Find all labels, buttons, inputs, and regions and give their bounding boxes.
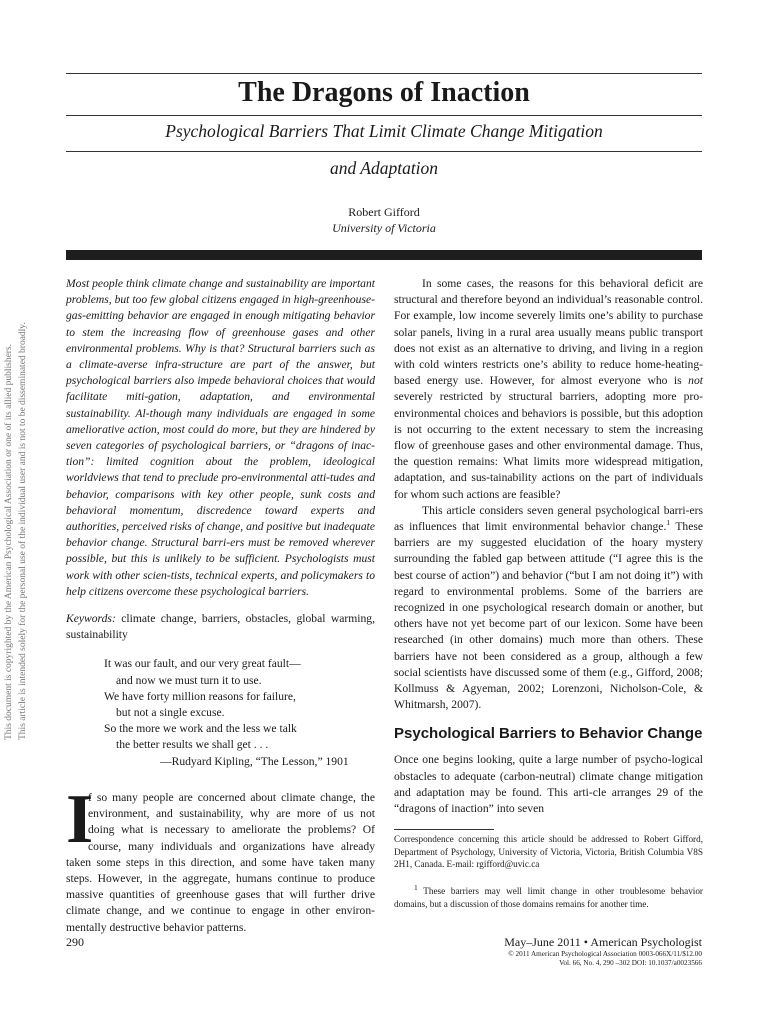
epigraph-line: and now we must turn it to use. [116,673,262,687]
right-column [394,276,703,817]
body-paragraph [394,503,703,714]
section-heading: Psychological Barriers to Behavior Change [394,725,703,743]
author-name: Robert Gifford [348,205,420,219]
footnote-text: These barriers may well limit change in other troublesome behavior domains, but a discussion of those domains remains for another time. [394,886,703,909]
intro-text: f so many people are concerned about climate change, the environment, and sustainability, why are more of us not doing what is necessary to ameliorate the problems? Of course, many individuals and organizations have already taken some steps in this direction, and some have taken many steps. However, in the aggregate, humans continue to produce massive quantities of greenhouse gases that will further drive climate change, and we continue to engage in other environ-mentally destructive behavior patterns. [66,790,375,934]
abstract: Most people think climate change and sustainability are important problems, but too few global citizens engaged in high-greenhouse-gas-emitting behavior are engaged in enough mitigating behavior to stem the increasing flow of greenhouse gases and other environmental problems. Why is that? Structural barriers such as a climate-averse infra-structure are part of the answer, but psychological barriers also impede behavioral choices that would facilitate miti-gation, adaptation, and environmental sustainability. Al-though many individuals are engaged in some ameliorative action, most could do more, but they are hindered by seven categories of psychological barriers, or “dragons of inac-tion”: limited cognition about the problem, ideological worldviews that tend to preclude pro-environmental atti-tudes and behavior, comparisons with key other people, sunk costs and behavioral momentum, discredence toward experts and authorities, perceived risks of change, and positive but inadequate behavior change. Structural barri-ers must be removed wherever possible, but this is unlikely to be sufficient. Psychologists must work with other scien-tists, technical experts, and policymakers to help citizens overcome these psychological barriers. [66,277,375,598]
intro-paragraph [66,780,375,936]
journal-info: May–June 2011 • American Psychologist [504,935,702,949]
author-affiliation: University of Victoria [332,221,436,235]
footnote-rule [394,829,494,830]
epigraph-line: It was our fault, and our very great fault— [104,657,301,671]
epigraph-line: So the more we work and the less we talk [104,722,297,736]
body-text: severely restricted by structural barriers, adopting more pro-environmental choices and behaviors is possible, but this adoption is not occurring to the extent necessary to stem the increasing flow of greenhouse gases and other environmental damage. Thus, the question remains: What limits more widespread mitigation, adaptation, and sus-tainability actions on the part of individuals for whom such actions are feasible? [394,390,703,501]
article-title: The Dragons of Inaction [238,77,530,108]
correspondence-note: Correspondence concerning this article should be addressed to Robert Gifford, Department of Psychology, University of Victoria, Victoria, British Columbia V8S 2H1, Canada. E-mail: rgifford@uvic.ca [394,834,703,869]
epigraph-credit: —Rudyard Kipling, “The Lesson,” 1901 [160,754,349,768]
body-text: In some cases, the reasons for this behavioral deficit are structural and therefore beyond an individual’s reasonable control. For example, low income severely limits one’s ability to purchase solar panels, living in a rural area usually means public transport does not exist as an alternative to driving, and living in a region with cold winters restricts one’s ability to reduce home-heating-based energy use. However, for almost everyone who is [394,277,703,388]
footnote-ref[interactable]: 1 [666,518,671,528]
article-subtitle-line2: and Adaptation [329,158,439,178]
epigraph-line: We have forty million reasons for failure, [104,689,296,703]
copyright-side-notice [2,270,32,740]
left-column [66,276,375,936]
footnote-mark: 1 [414,882,418,892]
title-rule [66,115,702,116]
top-rule [66,73,702,74]
copyright-block [382,950,702,967]
subtitle-rule [66,151,702,152]
page-number: 290 [66,935,84,949]
body-text: This article considers seven general psychological barri-ers as influences that limit environmental behavior change. [394,503,703,534]
body-text: These barriers are my suggested elucidation of the hoary mystery surrounding the fabled gap between attitude (“I agree this is the best course of action”) and behavior (“but I am not doing it”) with regard to environmental problems. Some of the barriers are recognized in one psychological research domain or another, but others have not yet become part of our lexicon. Some have been researched (in other domains) much more than others. These barriers have not been considered as a group, although a few social scientists have discussed some of them (e.g., Gifford, 2008; Kollmuss & Agyeman, 2002; Lorenzoni, Nicholson-Cole, & Whitmarsh, 2007). [394,520,704,712]
footnote [394,882,703,910]
body-paragraph [394,276,703,503]
emphasis-text: not [688,374,703,388]
epigraph-line: the better results we shall get . . . [116,738,269,752]
keywords [66,611,375,643]
keywords-label: Keywords: [66,612,116,626]
article-subtitle-line1: Psychological Barriers That Limit Climate Change Mitigation [165,121,603,141]
copyright-line: © 2011 American Psychological Association 0003-066X/11/$12.00 [508,950,702,958]
header-bar [66,250,702,260]
epigraph [66,656,375,769]
epigraph-line: but not a single excuse. [116,706,225,720]
volume-doi-line: Vol. 66, No. 4, 290 –302 DOI: 10.1037/a0023566 [559,958,702,967]
keywords-text: climate change, barriers, obstacles, global warming, sustainability [66,612,375,642]
side-notice-line2: This article is intended solely for the personal use of the individual user and is not to be disseminated broadly. [18,322,28,740]
side-notice-line1: This document is copyrighted by the American Psychological Association or one of its allied publishers. [4,343,14,740]
drop-cap: I [66,780,94,858]
body-paragraph: Once one begins looking, quite a large number of psycho-logical obstacles to adequate (carbon-neutral) climate change mitigation and adaptation may be found. This arti-cle arranges 29 of the “dragons of inaction” into seven [394,753,703,816]
